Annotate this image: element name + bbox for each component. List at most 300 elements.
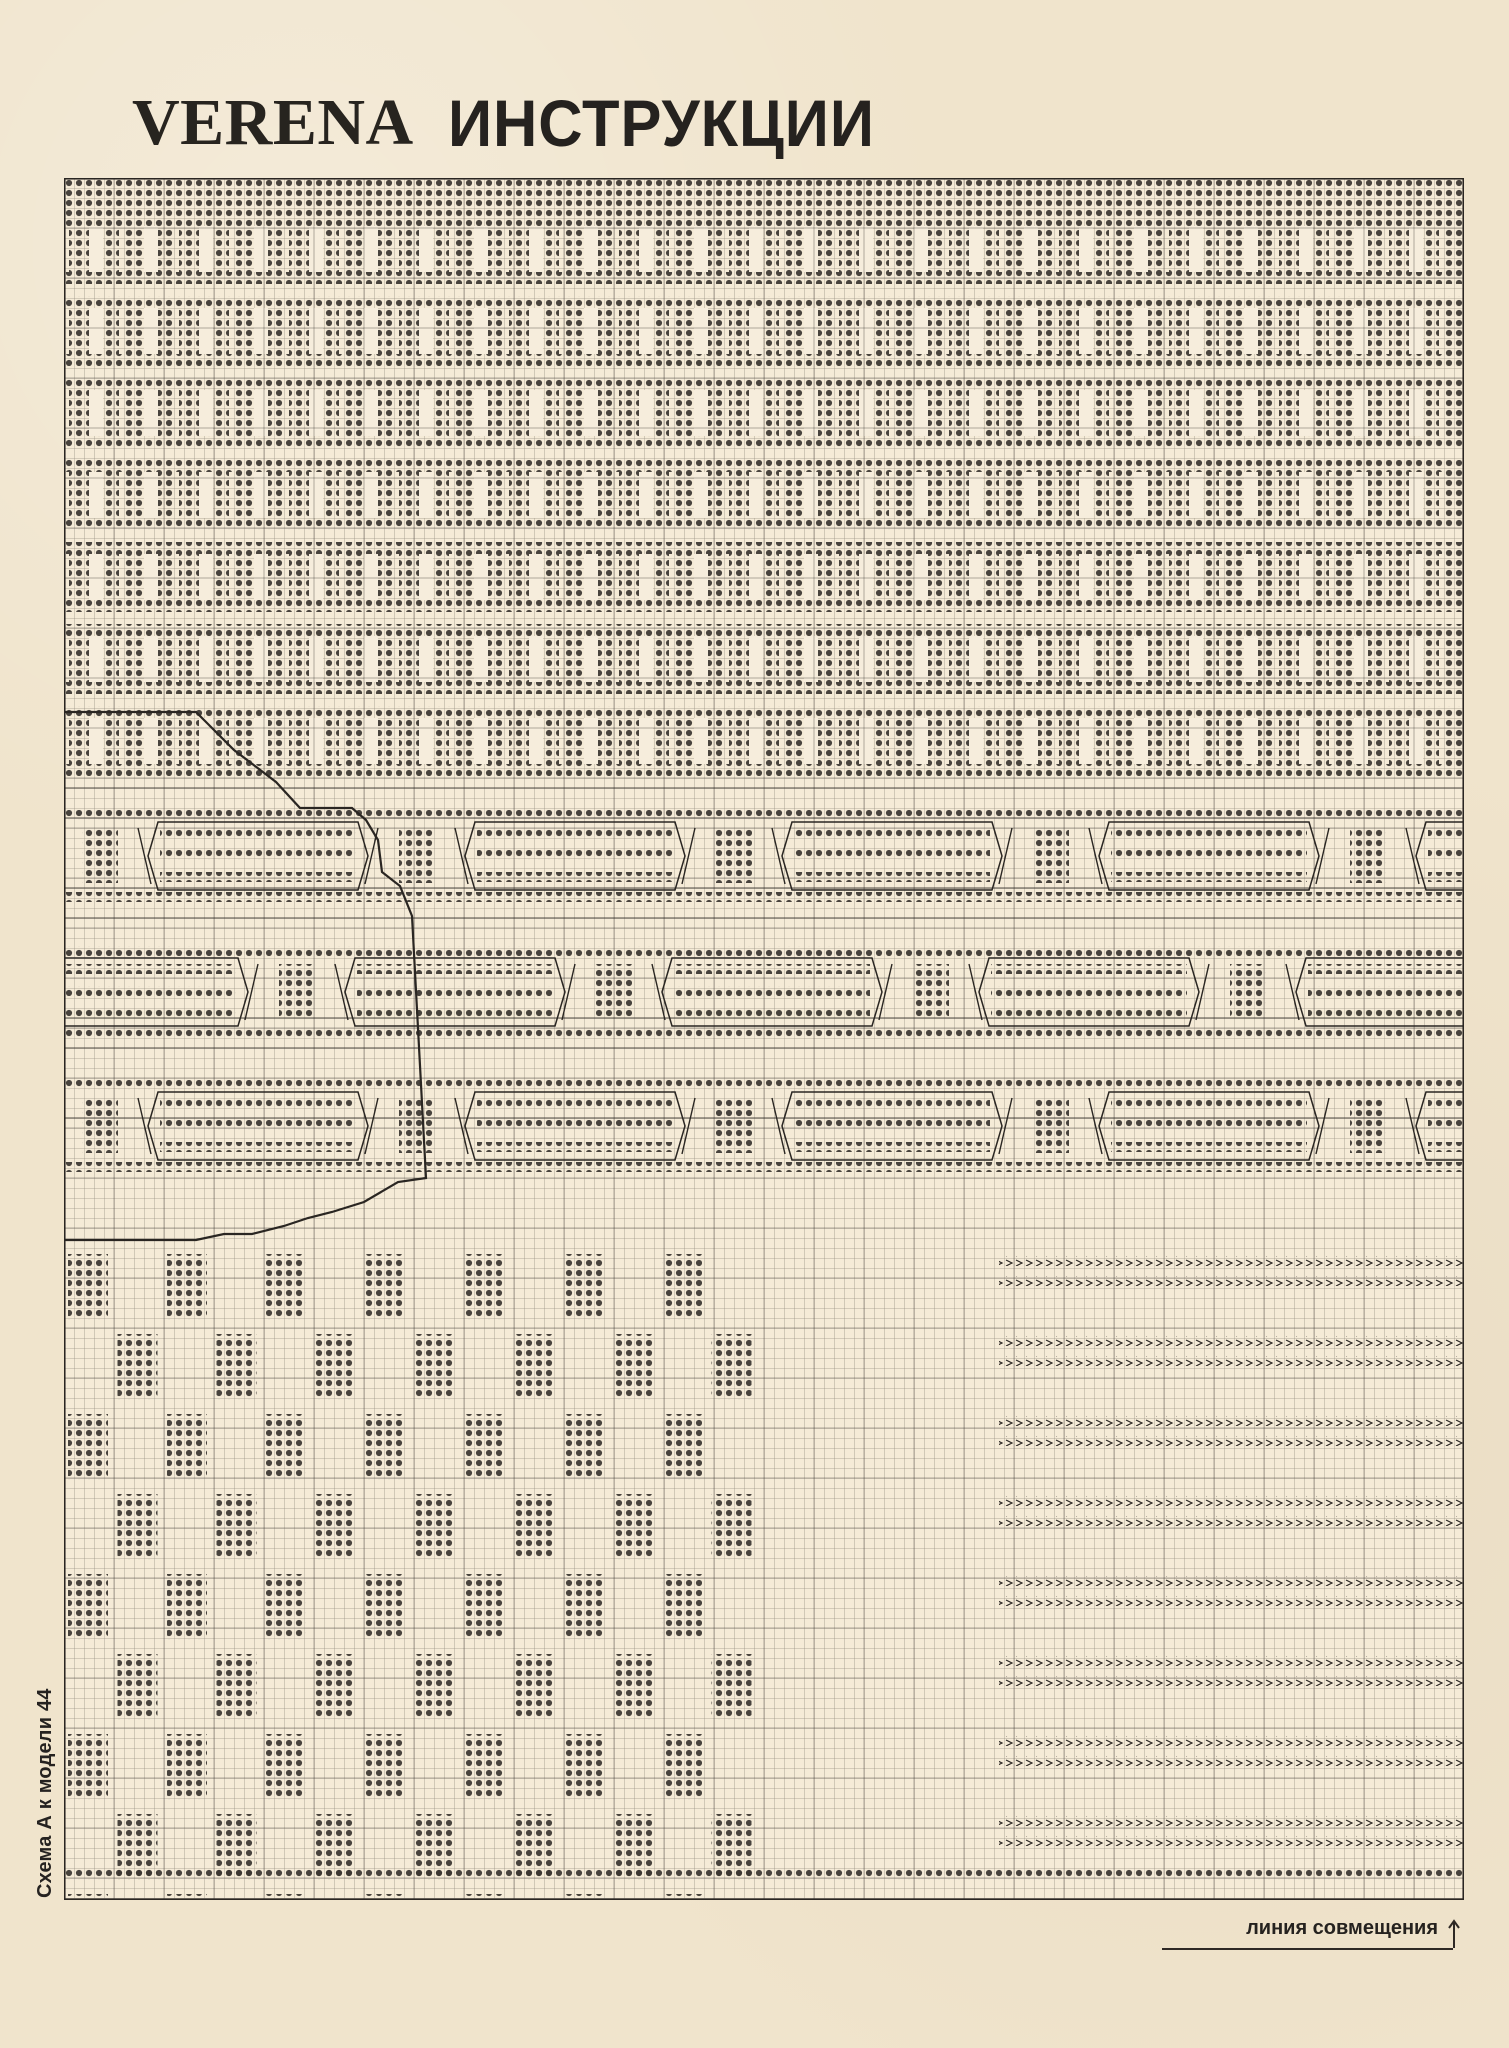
upper-dot-cell <box>1313 390 1329 436</box>
checkerboard-dot-block <box>365 1734 405 1800</box>
upper-dot-cell <box>1334 636 1354 682</box>
upper-dot-cell <box>1059 390 1079 436</box>
upper-dot-cell <box>213 390 229 436</box>
upper-dot-cell <box>69 390 89 436</box>
upper-dot-cell <box>103 308 119 354</box>
upper-dot-cell <box>784 636 804 682</box>
upper-dot-cell <box>1093 718 1109 764</box>
upper-dot-cell <box>674 472 694 518</box>
upper-dot-cell <box>268 554 284 600</box>
upper-dot-cell <box>674 308 694 354</box>
motif-dot-line <box>1308 964 1464 974</box>
motif-dot-line <box>1111 872 1307 882</box>
upper-dot-cell <box>763 226 779 272</box>
upper-dot-cell <box>378 472 394 518</box>
upper-dot-cell <box>1279 636 1299 682</box>
upper-dot-cell <box>619 554 639 600</box>
upper-dot-cell <box>784 554 804 600</box>
motif-dot-line <box>477 850 673 860</box>
upper-dot-cell <box>399 308 419 354</box>
upper-dot-cell <box>124 472 144 518</box>
checkerboard-dot-block <box>415 1654 455 1720</box>
motif-dot-line <box>674 964 870 974</box>
upper-dot-cell <box>1368 718 1384 764</box>
checkerboard-dot-block <box>68 1254 108 1320</box>
upper-dot-cell <box>1038 226 1054 272</box>
upper-dot-cell <box>1203 554 1219 600</box>
upper-dot-cell <box>1038 472 1054 518</box>
motif-dot-line <box>991 986 1187 996</box>
upper-dot-cell <box>1334 226 1354 272</box>
checkerboard-dot-block <box>118 1334 158 1400</box>
upper-dot-cell <box>1148 718 1164 764</box>
upper-dot-cell <box>928 554 944 600</box>
upper-dot-cell <box>124 636 144 682</box>
upper-dot-cell <box>1148 472 1164 518</box>
upper-dot-cell <box>949 718 969 764</box>
upper-dot-cell <box>69 636 89 682</box>
page-header <box>132 56 907 160</box>
motif-side-block <box>716 1098 752 1153</box>
chevron-row <box>999 1756 1464 1766</box>
brand-logo: VERENA <box>132 86 414 159</box>
upper-dot-cell <box>598 554 614 600</box>
checkerboard-dot-block <box>118 1654 158 1720</box>
upper-dot-cell <box>1093 226 1109 272</box>
checkerboard-dot-block <box>613 1654 653 1720</box>
upper-dot-cell <box>158 308 174 354</box>
checkerboard-dot-block <box>316 1334 356 1400</box>
upper-dot-cell <box>1224 472 1244 518</box>
upper-dot-cell <box>268 308 284 354</box>
checkerboard-dot-block <box>464 1574 504 1640</box>
alignment-marker <box>1162 1905 1470 1957</box>
upper-dot-cell <box>488 636 504 682</box>
upper-dot-cell <box>433 472 449 518</box>
upper-dot-cell <box>1313 554 1329 600</box>
upper-dot-cell <box>949 390 969 436</box>
upper-dot-cell <box>378 554 394 600</box>
upper-dot-cell <box>1038 636 1054 682</box>
upper-dot-cell <box>1169 554 1189 600</box>
upper-dot-cell <box>1114 472 1134 518</box>
upper-dot-cell <box>509 718 529 764</box>
upper-dot-cell <box>289 554 309 600</box>
knitting-chart <box>64 178 1464 1900</box>
checkerboard-dot-block <box>167 1254 207 1320</box>
upper-dot-cell <box>1059 718 1079 764</box>
upper-dot-cell <box>1148 390 1164 436</box>
upper-dot-cell <box>674 636 694 682</box>
upper-dot-cell <box>784 718 804 764</box>
checkerboard-dot-block <box>68 1414 108 1480</box>
upper-dot-cell <box>1389 308 1409 354</box>
upper-dot-cell <box>1258 390 1274 436</box>
upper-dot-cell <box>729 226 749 272</box>
upper-dot-cell <box>1313 308 1329 354</box>
motif-dot-line <box>1428 872 1464 882</box>
upper-dot-cell <box>1224 308 1244 354</box>
upper-dot-cell <box>289 390 309 436</box>
upper-dot-cell <box>729 718 749 764</box>
alignment-line <box>1162 1948 1453 1950</box>
upper-dot-cell <box>729 390 749 436</box>
upper-dot-cell <box>598 636 614 682</box>
upper-dot-cell <box>1444 554 1464 600</box>
checkerboard-dot-block <box>712 1494 752 1560</box>
upper-dot-cell <box>289 718 309 764</box>
upper-dot-cell <box>1389 718 1409 764</box>
upper-dot-cell <box>1114 636 1134 682</box>
motif-dot-line <box>794 1098 990 1108</box>
upper-dot-cell <box>839 472 859 518</box>
upper-dot-cell <box>653 636 669 682</box>
upper-dot-cell <box>488 718 504 764</box>
upper-dot-cell <box>69 308 89 354</box>
upper-dot-cell <box>784 308 804 354</box>
checkerboard-dot-block <box>217 1494 257 1560</box>
upper-dot-cell <box>1279 718 1299 764</box>
upper-dot-cell <box>399 718 419 764</box>
upper-dot-cell <box>983 472 999 518</box>
checkerboard-dot-block <box>217 1654 257 1720</box>
upper-dot-cell <box>1423 472 1439 518</box>
checkerboard-dot-block <box>464 1414 504 1480</box>
upper-dot-cell <box>1444 390 1464 436</box>
checkerboard-dot-block <box>464 1254 504 1320</box>
chevron-row <box>999 1356 1464 1366</box>
upper-dot-cell <box>1368 308 1384 354</box>
checkerboard-dot-block <box>167 1414 207 1480</box>
upper-dot-cell <box>1389 636 1409 682</box>
upper-dot-cell <box>1059 472 1079 518</box>
upper-dot-cell <box>344 472 364 518</box>
motif-side-block <box>1350 828 1386 883</box>
upper-dot-cell <box>1038 390 1054 436</box>
upper-dot-cell <box>1279 554 1299 600</box>
upper-dot-cell <box>158 472 174 518</box>
motif-dot-line <box>1428 828 1464 838</box>
upper-dot-cell <box>179 308 199 354</box>
motif-dot-line <box>794 872 990 882</box>
upper-dot-cell <box>873 472 889 518</box>
upper-dot-cell <box>103 472 119 518</box>
upper-dot-cell <box>983 308 999 354</box>
upper-dot-cell <box>598 472 614 518</box>
upper-dot-cell <box>619 226 639 272</box>
upper-dot-cell <box>1169 226 1189 272</box>
upper-dot-cell <box>818 554 834 600</box>
upper-dot-cell <box>323 308 339 354</box>
motif-dot-line <box>357 986 553 996</box>
upper-dot-cell <box>1334 308 1354 354</box>
upper-dot-cell <box>124 390 144 436</box>
checkerboard-dot-block <box>316 1654 356 1720</box>
upper-dot-cell <box>1038 554 1054 600</box>
upper-dot-cell <box>433 390 449 436</box>
checkerboard-dot-block <box>266 1734 306 1800</box>
upper-dot-cell <box>564 636 584 682</box>
upper-dot-cell <box>1224 554 1244 600</box>
upper-dot-cell <box>1038 308 1054 354</box>
upper-dot-cell <box>1203 718 1219 764</box>
checkerboard-dot-block <box>266 1254 306 1320</box>
upper-dot-cell <box>729 554 749 600</box>
checkerboard-dot-block <box>712 1654 752 1720</box>
upper-dot-cell <box>1093 554 1109 600</box>
upper-dot-cell <box>509 636 529 682</box>
upper-dot-cell <box>543 308 559 354</box>
motif-side-block <box>716 828 752 883</box>
upper-dot-cell <box>873 636 889 682</box>
scheme-caption: Схема А к модели 44 <box>34 1688 56 1898</box>
motif-dot-line <box>477 828 673 838</box>
upper-dot-cell <box>1224 226 1244 272</box>
upper-dot-cell <box>983 718 999 764</box>
upper-dot-cell <box>1258 472 1274 518</box>
upper-dot-cell <box>653 226 669 272</box>
checkerboard-dot-block <box>266 1414 306 1480</box>
upper-dot-cell <box>818 472 834 518</box>
upper-dot-cell <box>399 472 419 518</box>
upper-dot-cell <box>344 718 364 764</box>
motif-dot-line <box>477 1142 673 1152</box>
upper-dot-cell <box>763 718 779 764</box>
upper-dot-cell <box>234 308 254 354</box>
checkerboard-dot-block <box>563 1254 603 1320</box>
upper-dot-cell <box>1389 472 1409 518</box>
upper-dot-cell <box>158 718 174 764</box>
upper-dot-cell <box>729 636 749 682</box>
upper-dot-cell <box>784 226 804 272</box>
checkerboard-dot-block <box>415 1494 455 1560</box>
upper-dot-cell <box>1114 718 1134 764</box>
motif-dot-line <box>357 1008 553 1018</box>
upper-dot-cell <box>69 554 89 600</box>
upper-dot-cell <box>1258 636 1274 682</box>
upper-dot-cell <box>179 390 199 436</box>
section-title: ИНСТРУКЦИИ <box>447 86 875 160</box>
upper-dot-cell <box>653 308 669 354</box>
upper-dot-cell <box>818 636 834 682</box>
upper-dot-cell <box>158 636 174 682</box>
upper-dot-cell <box>158 226 174 272</box>
checkerboard-dot-block <box>613 1334 653 1400</box>
upper-dot-cell <box>1423 308 1439 354</box>
upper-dot-cell <box>213 636 229 682</box>
upper-dot-cell <box>839 390 859 436</box>
upper-dot-cell <box>344 554 364 600</box>
upper-dot-cell <box>289 472 309 518</box>
upper-dot-cell <box>1203 226 1219 272</box>
checkerboard-dot-block <box>712 1334 752 1400</box>
upper-dot-cell <box>433 226 449 272</box>
motif-dot-line <box>674 986 870 996</box>
checkerboard-dot-block <box>662 1254 702 1320</box>
upper-dot-cell <box>729 308 749 354</box>
checkerboard-dot-block <box>613 1494 653 1560</box>
motif-dot-line <box>160 1098 356 1108</box>
upper-dot-cell <box>1169 718 1189 764</box>
upper-dot-cell <box>1203 472 1219 518</box>
motif-dot-line <box>794 828 990 838</box>
upper-dot-cell <box>839 636 859 682</box>
upper-dot-cell <box>729 472 749 518</box>
checkerboard-dot-block <box>514 1334 554 1400</box>
checkerboard-dot-block <box>563 1734 603 1800</box>
chevron-row <box>999 1256 1464 1266</box>
upper-dot-cell <box>103 718 119 764</box>
upper-dot-cell <box>1203 390 1219 436</box>
motif-dot-line <box>160 872 356 882</box>
upper-dot-cell <box>763 554 779 600</box>
upper-dot-cell <box>213 554 229 600</box>
upper-dot-cell <box>1423 226 1439 272</box>
upper-dot-cell <box>928 472 944 518</box>
upper-dot-cell <box>1148 226 1164 272</box>
upper-dot-cell <box>894 390 914 436</box>
upper-dot-cell <box>564 472 584 518</box>
checkerboard-dot-block <box>365 1254 405 1320</box>
upper-dot-cell <box>323 226 339 272</box>
upper-dot-cell <box>1114 308 1134 354</box>
upper-dot-cell <box>818 226 834 272</box>
upper-dot-cell <box>949 308 969 354</box>
upper-dot-cell <box>433 636 449 682</box>
upper-dot-cell <box>564 554 584 600</box>
checkerboard-dot-block <box>563 1574 603 1640</box>
upper-dot-cell <box>1038 718 1054 764</box>
upper-dot-cell <box>179 718 199 764</box>
upper-dot-cell <box>124 718 144 764</box>
upper-dot-cell <box>488 472 504 518</box>
upper-dot-cell <box>1334 472 1354 518</box>
upper-dot-cell <box>1093 472 1109 518</box>
upper-dot-cell <box>488 390 504 436</box>
upper-dot-cell <box>1279 308 1299 354</box>
upper-dot-cell <box>1169 636 1189 682</box>
motif-dot-line <box>1428 1142 1464 1152</box>
chevron-row <box>999 1736 1464 1746</box>
upper-dot-cell <box>928 308 944 354</box>
upper-dot-cell <box>323 472 339 518</box>
upper-dot-cell <box>344 636 364 682</box>
upper-dot-cell <box>103 390 119 436</box>
upper-dot-cell <box>234 390 254 436</box>
upper-dot-cell <box>983 554 999 600</box>
upper-dot-cell <box>674 226 694 272</box>
upper-dot-cell <box>763 308 779 354</box>
upper-dot-cell <box>1169 472 1189 518</box>
upper-dot-cell <box>708 472 724 518</box>
upper-dot-cell <box>1224 390 1244 436</box>
upper-dot-cell <box>873 226 889 272</box>
upper-dot-cell <box>289 308 309 354</box>
upper-dot-cell <box>598 390 614 436</box>
upper-dot-cell <box>928 390 944 436</box>
chevron-row <box>999 1836 1464 1846</box>
upper-dot-cell <box>1148 636 1164 682</box>
upper-dot-cell <box>289 636 309 682</box>
upper-dot-cell <box>949 226 969 272</box>
motif-side-block <box>913 964 949 1019</box>
upper-dot-cell <box>564 718 584 764</box>
checkerboard-dot-block <box>167 1574 207 1640</box>
chevron-row <box>999 1416 1464 1426</box>
upper-dot-cell <box>234 636 254 682</box>
upper-dot-cell <box>1444 226 1464 272</box>
upper-dot-cell <box>1279 226 1299 272</box>
upper-dot-cell <box>1423 554 1439 600</box>
upper-dot-cell <box>598 308 614 354</box>
upper-dot-cell <box>818 308 834 354</box>
upper-dot-cell <box>564 390 584 436</box>
upper-dot-cell <box>179 636 199 682</box>
upper-dot-cell <box>1093 636 1109 682</box>
upper-dot-cell <box>124 226 144 272</box>
upper-dot-cell <box>509 472 529 518</box>
upper-dot-cell <box>1334 718 1354 764</box>
upper-dot-cell <box>488 308 504 354</box>
motif-dot-line <box>674 1008 870 1018</box>
motif-dot-line <box>1308 1008 1464 1018</box>
upper-dot-cell <box>1389 226 1409 272</box>
upper-dot-cell <box>1368 226 1384 272</box>
upper-dot-cell <box>1203 308 1219 354</box>
upper-dot-cell <box>399 226 419 272</box>
upper-dot-cell <box>1059 226 1079 272</box>
checkerboard-dot-block <box>167 1734 207 1800</box>
upper-dot-cell <box>1114 226 1134 272</box>
upper-dot-cell <box>564 226 584 272</box>
upper-dot-cell <box>839 718 859 764</box>
upper-dot-cell <box>1224 718 1244 764</box>
upper-dot-cell <box>268 636 284 682</box>
upper-dot-cell <box>1203 636 1219 682</box>
motif-side-block <box>82 828 118 883</box>
upper-dot-cell <box>378 308 394 354</box>
upper-dot-cell <box>543 390 559 436</box>
upper-dot-cell <box>894 226 914 272</box>
motif-side-block <box>399 1098 435 1153</box>
upper-dot-cell <box>653 554 669 600</box>
upper-dot-cell <box>179 226 199 272</box>
upper-dot-cell <box>598 718 614 764</box>
upper-dot-cell <box>234 554 254 600</box>
upper-dot-cell <box>103 636 119 682</box>
motif-side-block <box>1230 964 1266 1019</box>
upper-dot-cell <box>619 472 639 518</box>
upper-dot-cell <box>873 718 889 764</box>
motif-dot-line <box>794 850 990 860</box>
upper-dot-cell <box>983 226 999 272</box>
upper-dot-cell <box>509 554 529 600</box>
upper-dot-cell <box>543 554 559 600</box>
upper-dot-cell <box>509 308 529 354</box>
motif-dot-line <box>1428 850 1464 860</box>
upper-dot-cell <box>103 554 119 600</box>
checkerboard-dot-block <box>662 1414 702 1480</box>
upper-dot-cell <box>928 226 944 272</box>
motif-dot-line <box>357 964 553 974</box>
upper-dot-cell <box>784 390 804 436</box>
upper-dot-cell <box>949 472 969 518</box>
upper-dot-cell <box>839 308 859 354</box>
upper-dot-cell <box>268 718 284 764</box>
chevron-row <box>999 1516 1464 1526</box>
checkerboard-dot-block <box>68 1734 108 1800</box>
upper-dot-cell <box>488 226 504 272</box>
